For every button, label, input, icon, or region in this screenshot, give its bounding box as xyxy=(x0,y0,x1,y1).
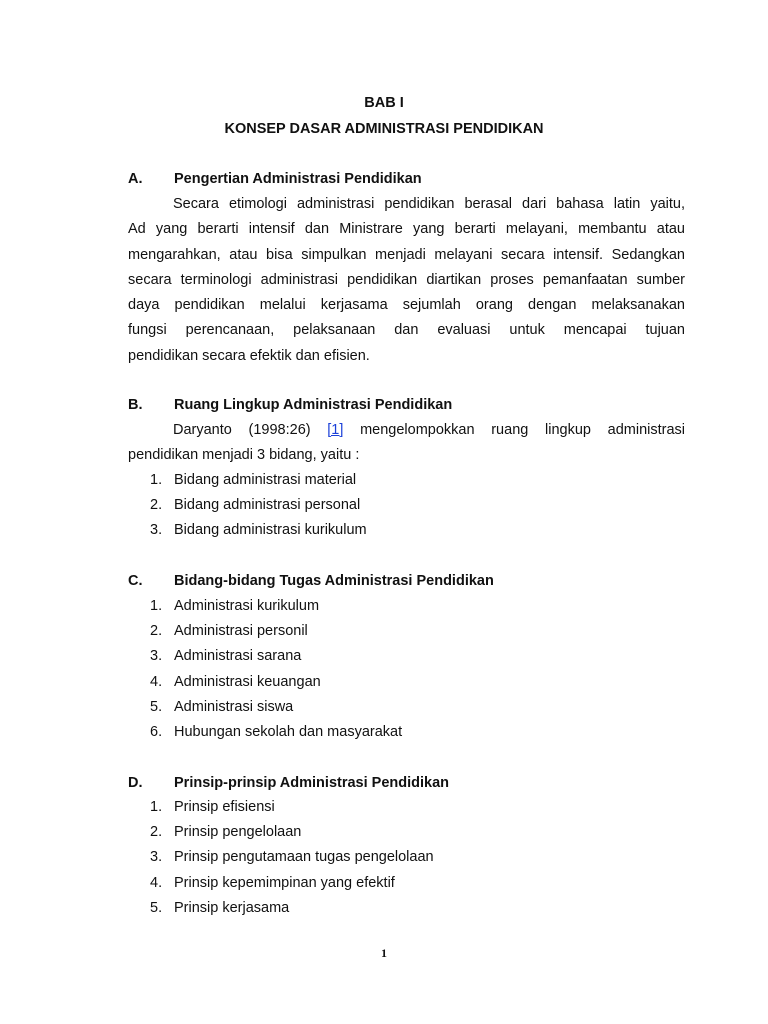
list-item xyxy=(150,820,434,845)
list-item xyxy=(150,619,402,644)
list-number: 1. xyxy=(150,472,163,488)
section-c-title: Bidang-bidang Tugas Administrasi Pendidikan xyxy=(174,573,494,589)
list-item-text: Administrasi sarana xyxy=(174,648,302,665)
section-c-heading xyxy=(128,572,494,590)
list-item xyxy=(150,644,402,669)
section-d-heading xyxy=(128,774,449,792)
paragraph-line: pendidikan menjadi 3 bidang, yaitu : xyxy=(128,447,360,464)
list-item xyxy=(150,845,434,870)
chapter-label: BAB I xyxy=(364,95,404,111)
list-number: 1. xyxy=(150,799,163,815)
list-number: 1. xyxy=(150,598,163,614)
list-number: 3. xyxy=(150,849,163,866)
list-item xyxy=(150,493,367,518)
list-item-text: Administrasi keuangan xyxy=(174,673,321,690)
list-item-text: Administrasi kurikulum xyxy=(174,598,320,614)
list-item-text: Administrasi personil xyxy=(174,623,308,640)
paragraph-line: fungsi perencanaan, pelaksanaan dan evaluasi untuk mencapai tujuan xyxy=(128,322,685,339)
section-a-title: Pengertian Administrasi Pendidikan xyxy=(174,171,422,187)
section-b-heading xyxy=(128,396,452,414)
section-d-list xyxy=(150,795,434,921)
list-item-text: Hubungan sekolah dan masyarakat xyxy=(174,723,403,740)
list-number: 5. xyxy=(150,899,163,916)
citation-text: Daryanto (1998:26) xyxy=(173,422,328,438)
page-number: 1 xyxy=(381,946,387,960)
section-c-list xyxy=(150,594,402,745)
list-item-text: Bidang administrasi personal xyxy=(174,497,361,514)
list-item-text: Prinsip efisiensi xyxy=(174,799,275,815)
section-b-letter: B. xyxy=(128,397,143,413)
list-number: 2. xyxy=(150,497,163,514)
list-item-text: Administrasi siswa xyxy=(174,698,294,715)
list-number: 5. xyxy=(150,698,163,715)
paragraph-line: daya pendidikan melalui kerjasama sejumlah orang dengan melaksanakan xyxy=(128,297,685,314)
citation-continuation: mengelompokkan ruang lingkup administrasi xyxy=(343,422,685,438)
list-item xyxy=(150,468,367,493)
page-title: KONSEP DASAR ADMINISTRASI PENDIDIKAN xyxy=(224,121,544,137)
paragraph-line: Ad yang berarti intensif dan Ministrare yang berarti melayani, membantu atau xyxy=(128,221,685,238)
list-item-text: Bidang administrasi kurikulum xyxy=(174,522,367,539)
list-number: 6. xyxy=(150,723,163,740)
paragraph-line: mengarahkan, atau bisa simpulkan menjadi melayani secara intensif. Sedangkan xyxy=(128,246,685,263)
section-d-title: Prinsip-prinsip Administrasi Pendidikan xyxy=(174,775,450,791)
section-c-letter: C. xyxy=(128,573,143,589)
paragraph-line: pendidikan secara efektik dan efisien. xyxy=(128,347,370,364)
paragraph-line: secara terminologi administrasi pendidikan diartikan proses pemanfaatan sumber xyxy=(128,271,685,288)
list-item xyxy=(150,594,402,619)
section-a-letter: A. xyxy=(128,171,143,187)
list-item xyxy=(150,871,434,896)
list-item xyxy=(150,720,402,745)
list-item xyxy=(150,670,402,695)
list-number: 2. xyxy=(150,824,163,841)
section-d-letter: D. xyxy=(128,775,143,791)
list-item-text: Prinsip kerjasama xyxy=(174,899,290,916)
list-item-text: Prinsip kepemimpinan yang efektif xyxy=(174,874,395,891)
section-b-list xyxy=(150,468,367,544)
section-b-paragraph xyxy=(128,418,685,469)
list-item-text: Prinsip pengutamaan tugas pengelolaan xyxy=(174,849,434,866)
list-item-text: Bidang administrasi material xyxy=(174,472,357,488)
list-number: 3. xyxy=(150,522,163,539)
list-item xyxy=(150,896,434,921)
paragraph-line xyxy=(128,418,685,443)
list-number: 4. xyxy=(150,673,163,690)
list-item xyxy=(150,695,402,720)
list-item xyxy=(150,795,434,820)
section-a-heading xyxy=(128,170,422,188)
list-number: 4. xyxy=(150,874,163,891)
list-item xyxy=(150,518,367,543)
list-number: 2. xyxy=(150,623,163,640)
section-b-title: Ruang Lingkup Administrasi Pendidikan xyxy=(174,397,453,413)
section-a-paragraph xyxy=(128,192,685,369)
paragraph-line: Secara etimologi administrasi pendidikan berasal dari bahasa latin yaitu, xyxy=(173,196,685,212)
reference-link[interactable]: [1] xyxy=(327,422,344,438)
list-item-text: Prinsip pengelolaan xyxy=(174,824,302,841)
list-number: 3. xyxy=(150,648,163,665)
